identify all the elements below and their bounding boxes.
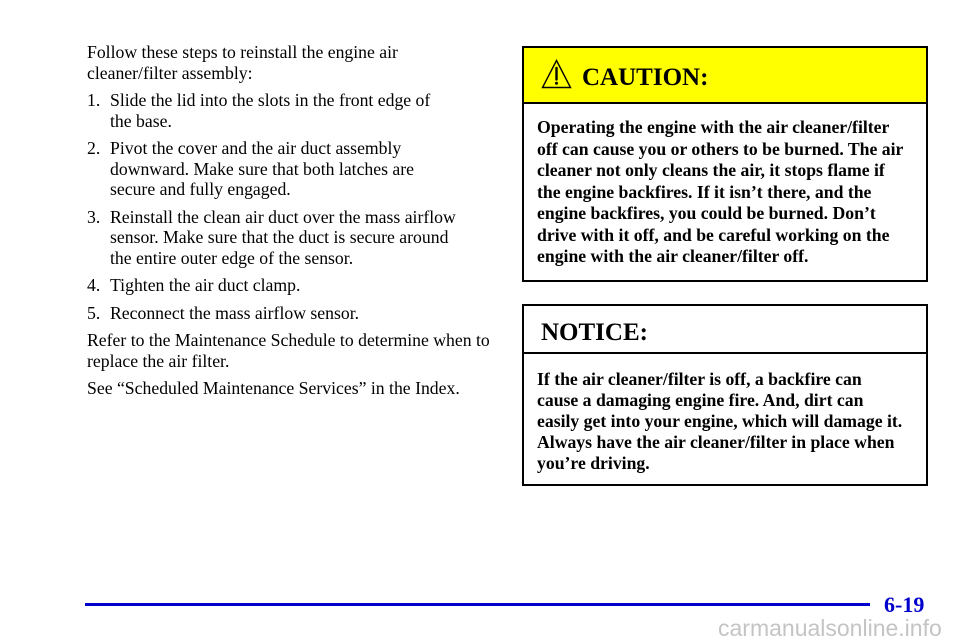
intro-line: Follow these steps to reinstall the engine air [87,42,398,62]
caution-line: drive with it off, and be careful working on the [537,224,890,245]
footer-rule [85,603,870,606]
caution-line: engine with the air cleaner/filter off. [537,246,809,266]
step-line: secure and fully engaged. [110,179,291,199]
notice-line: If the air cleaner/filter is off, a backfire can [537,369,862,389]
notice-line: cause a damaging engine fire. And, dirt can [537,390,864,410]
step-number: 2. [87,138,101,158]
refer-line: replace the air filter. [87,350,230,371]
refer-line: Refer to the Maintenance Schedule to determine when to [87,330,490,350]
caution-header [524,48,926,104]
step-number: 5. [87,302,101,323]
step-line: downward. Make sure that both latches are [110,158,415,179]
notice-text [537,369,902,474]
caution-box [522,46,928,282]
step-line: Slide the lid into the slots in the front edge of [110,90,431,110]
notice-box [522,304,928,486]
intro-paragraph [87,42,517,83]
caution-line: the engine backfires. If it isn’t there, and the [537,181,872,202]
notice-line: you’re driving. [537,453,650,473]
caution-line: off can cause you or others to be burned. The air [537,138,904,159]
notice-line: easily get into your engine, which will damage it. [537,411,903,431]
step-4 [87,275,517,296]
step-text [110,138,414,200]
step-text [110,207,456,269]
watermark: carmanualsonline.info [718,615,942,641]
refer-paragraph [87,330,517,371]
step-number: 1. [87,90,101,110]
step-line: Reinstall the clean air duct over the mass airflow [110,206,456,227]
instructions-column [87,42,517,406]
step-text [110,90,430,131]
warning-triangle-icon [541,59,572,89]
caution-title: CAUTION: [582,64,709,91]
page-number: 6-19 [884,592,925,617]
step-3 [87,207,517,269]
step-2 [87,138,517,200]
see-index-paragraph [87,378,517,399]
step-line: the base. [110,110,172,131]
step-text [110,275,300,296]
see-index-line: See “Scheduled Maintenance Services” in the Index. [87,378,460,398]
step-line: Tighten the air duct clamp. [110,275,301,295]
intro-line: cleaner/filter assembly: [87,62,253,83]
notice-header [524,306,926,354]
caution-text [537,117,903,268]
step-line: the entire outer edge of the sensor. [110,247,354,268]
step-5 [87,303,517,324]
notice-title: NOTICE: [541,319,648,346]
step-line: sensor. Make sure that the duct is secure around [110,227,449,247]
step-number: 4. [87,275,101,295]
step-number: 3. [87,206,101,227]
caution-line: Operating the engine with the air cleaner/filter [537,117,890,137]
step-line: Reconnect the mass airflow sensor. [110,302,360,323]
caution-line: engine backfires, you could be burned. Don’t [537,203,876,223]
caution-line: cleaner not only cleans the air, it stops flame if [537,160,885,180]
step-text [110,303,359,324]
notice-line: Always have the air cleaner/filter in place when [537,432,895,452]
step-1 [87,90,517,131]
step-line: Pivot the cover and the air duct assembly [110,138,402,158]
